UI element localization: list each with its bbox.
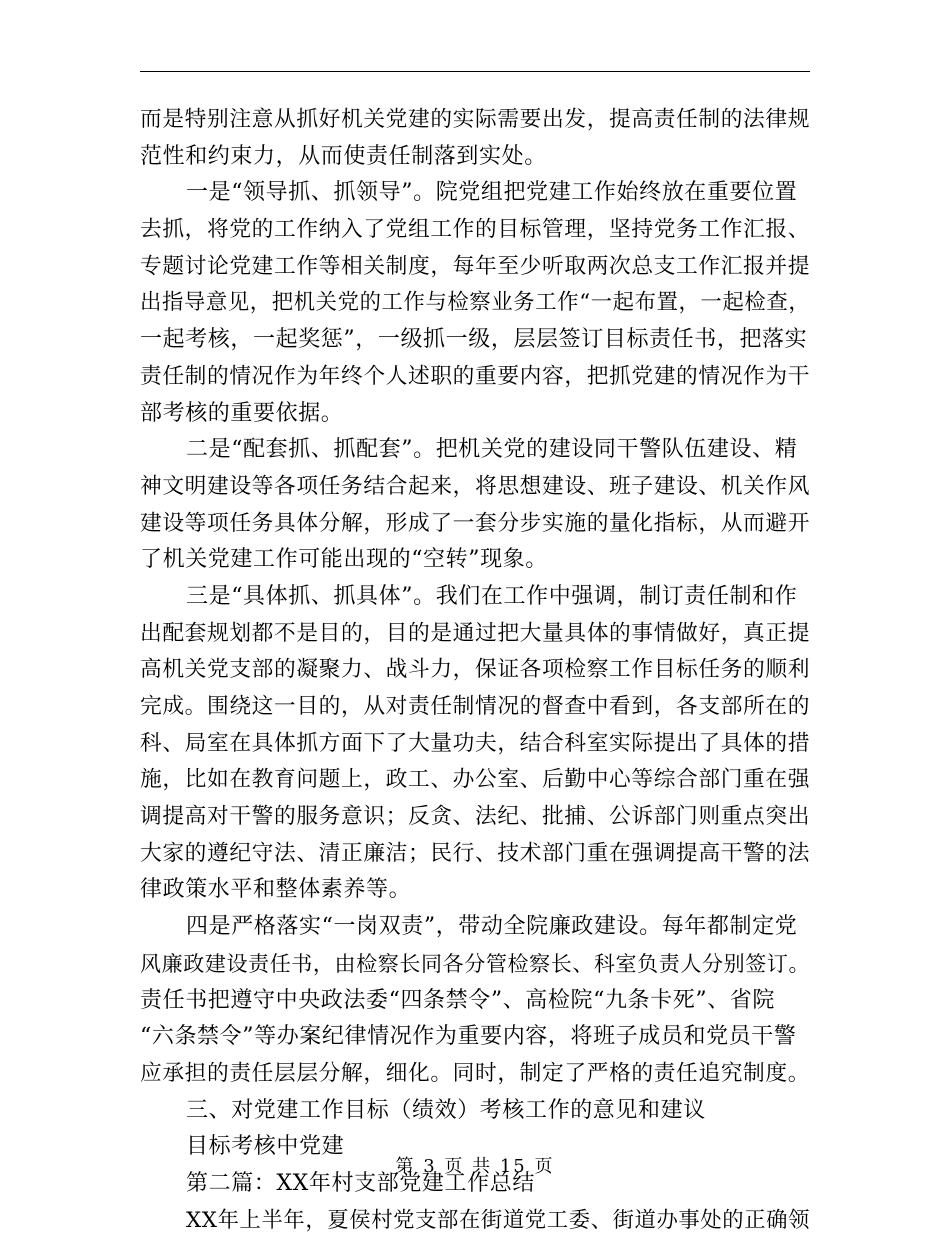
text-line: 而是特别注意从抓好机关党建的实际需要出发，提高责任制的法律规 bbox=[140, 107, 811, 132]
text-line: 完成。围绕这一目的，从对责任制情况的督查中看到，各支部所在的 bbox=[140, 694, 811, 719]
text-line: 三是“具体抓、抓具体”。我们在工作中强调，制订责任制和作 bbox=[186, 583, 798, 609]
text-line: 风廉政建设责任书，由检察长同各分管检察长、科室负责人分别签订。 bbox=[140, 950, 811, 976]
text-line: 专题讨论党建工作等相关制度，每年至少听取两次总支工作汇报并提 bbox=[140, 253, 811, 279]
text-line: 应承担的责任层层分解，细化。同时，制定了严格的责任追究制度。 bbox=[140, 1060, 811, 1086]
text-line: 一是“领导抓、抓领导”。院党组把党建工作始终放在重要位置 bbox=[186, 180, 798, 206]
text-line: 了机关党建工作可能出现的“空转”现象。 bbox=[140, 547, 548, 573]
text-line: 目标考核中党建 bbox=[186, 1134, 345, 1160]
text-line: 律政策水平和整体素养等。 bbox=[140, 877, 412, 903]
page-footer: 第 3 页 共 15 页 bbox=[395, 1156, 555, 1177]
header-rule bbox=[140, 71, 810, 72]
text-line: 神文明建设等各项任务结合起来，将思想建设、班子建设、机关作风 bbox=[140, 473, 811, 499]
text-line: 三、对党建工作目标（绩效）考核工作的意见和建议 bbox=[186, 1097, 706, 1123]
text-line: 高机关党支部的凝聚力、战斗力，保证各项检察工作目标任务的顺利 bbox=[140, 657, 811, 683]
text-line: 责任制的情况作为年终个人述职的重要内容，把抓党建的情况作为干 bbox=[140, 363, 811, 389]
text-line: 一起考核，一起奖惩”，一级抓一级，层层签订目标责任书，把落实 bbox=[140, 327, 808, 353]
text-line: “六条禁令”等办案纪律情况作为重要内容，将班子成员和党员干警 bbox=[140, 1024, 797, 1050]
text-line: 调提高对干警的服务意识；反贪、法纪、批捕、公诉部门则重点突出 bbox=[140, 804, 811, 830]
text-line: 部考核的重要依据。 bbox=[140, 400, 344, 426]
text-line: 第二篇：XX年村支部党建工作总结 bbox=[186, 1170, 535, 1196]
text-line: 四是严格落实“一岗双责”，带动全院廉政建设。每年都制定党 bbox=[186, 914, 798, 940]
text-line: 大家的遵纪守法、清正廉洁；民行、技术部门重在强调提高干警的法 bbox=[140, 840, 811, 866]
text-line: 责任书把遵守中央政法委“四条禁令”、高检院“九条卡死”、省院 bbox=[140, 987, 775, 1013]
text-line: XX年上半年，夏侯村党支部在街道党工委、街道办事处的正确领 bbox=[186, 1207, 811, 1233]
text-line: 出配套规划都不是目的，目的是通过把大量具体的事情做好，真正提 bbox=[140, 620, 811, 646]
text-line: 施，比如在教育问题上，政工、办公室、后勤中心等综合部门重在强 bbox=[140, 767, 811, 793]
text-line: 出指导意见，把机关党的工作与检察业务工作“一起布置，一起检查， bbox=[140, 290, 811, 316]
text-line: 二是“配套抓、抓配套”。把机关党的建设同干警队伍建设、精 bbox=[186, 437, 798, 463]
text-line: 范性和约束力，从而使责任制落到实处。 bbox=[140, 143, 547, 169]
text-line: 建设等项任务具体分解，形成了一套分步实施的量化指标，从而避开 bbox=[140, 510, 811, 536]
text-line: 科、局室在具体抓方面下了大量功夫，结合科室实际提出了具体的措 bbox=[140, 730, 811, 756]
document-body bbox=[140, 102, 810, 1239]
text-line: 去抓，将党的工作纳入了党组工作的目标管理，坚持党务工作汇报、 bbox=[140, 217, 811, 243]
